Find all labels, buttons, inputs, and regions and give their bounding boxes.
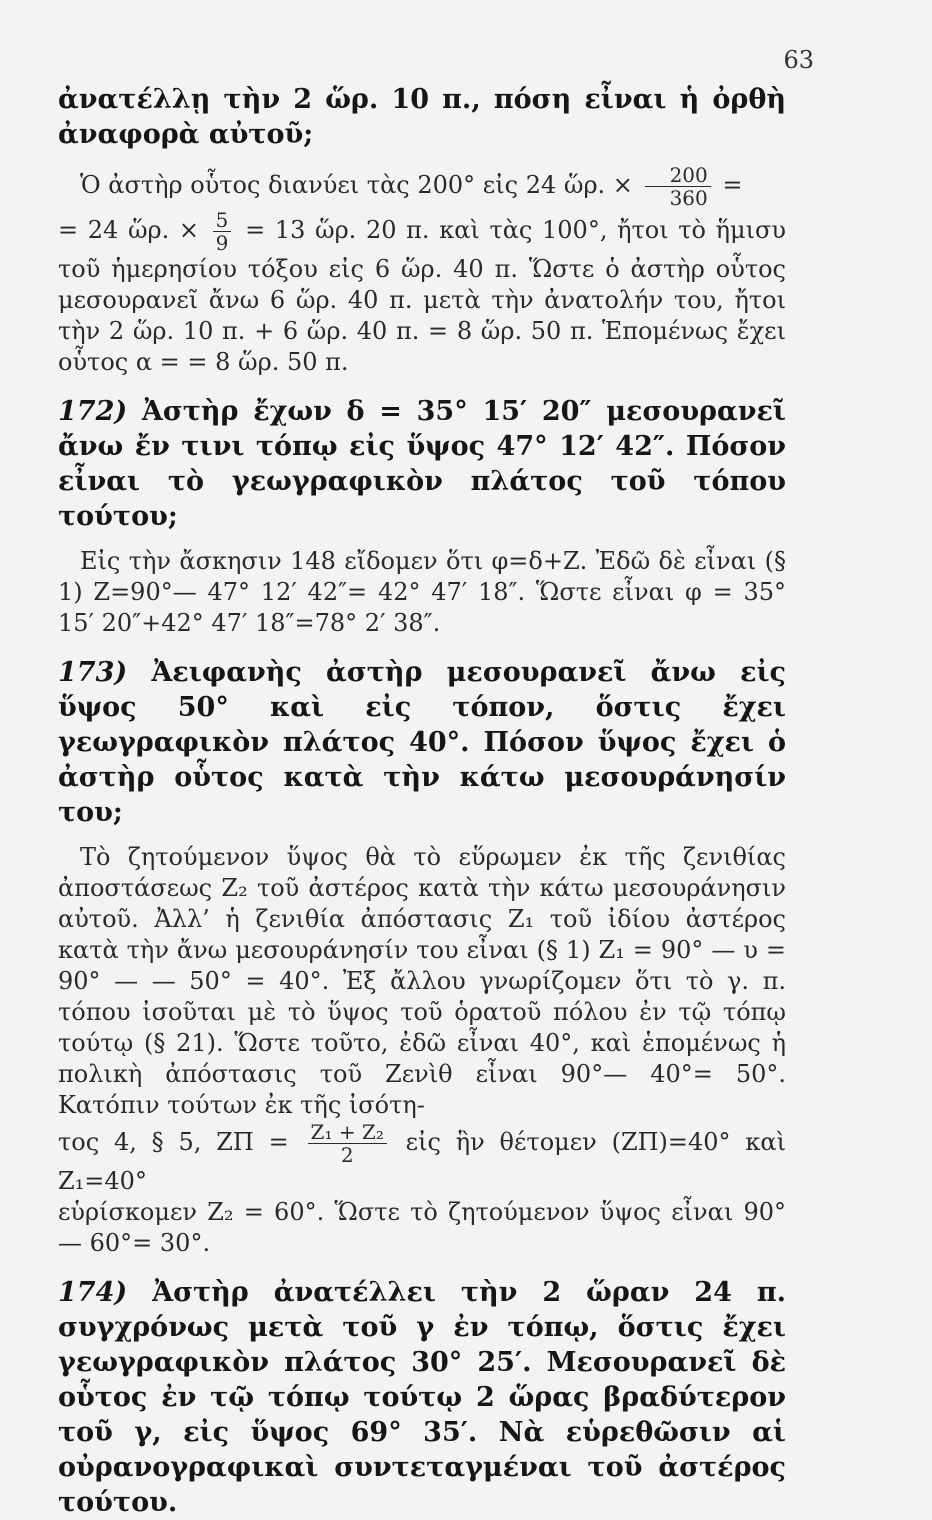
- problem-173-number: 173): [58, 657, 128, 688]
- intro-answer-text1: Ὁ ἀστὴρ οὗτος διανύει τὰς 200° εἰς 24 ὥρ. ×: [80, 171, 633, 199]
- problem-173-question: [58, 655, 786, 830]
- problem-172-number: 172): [58, 396, 128, 427]
- formula-start: τος 4, § 5, ΖΠ =: [58, 1128, 289, 1156]
- page-number: 63: [783, 46, 814, 74]
- page-content: [58, 82, 786, 1520]
- fraction-200-360: [645, 164, 711, 209]
- fraction-denominator: 9: [215, 231, 229, 255]
- problem-173-answer-tail: εὑρίσκομεν Ζ₂ = 60°. Ὥστε τὸ ζητούμενον ὕψος εἶναι 90°— 60°= 30°.: [58, 1198, 786, 1257]
- intro-answer-line2: [58, 209, 786, 378]
- problem-174-text: Ἀστὴρ ἀνατέλλει τὴν 2 ὥραν 24 π. συγχρόνως μετὰ τοῦ γ ἐν τόπῳ, ὅστις ἔχει γεωγραφικὸν πλάτος 30° 25′. Μεσουρανεῖ δὲ οὗτος ἐν τῷ τόπῳ τούτῳ 2 ὥρας βραδύτερον τοῦ γ, εἰς ὕψος 69° 35′. Νὰ εὑρεθῶσιν αἱ οὐρανογραφικαὶ συντεταγμέναι τοῦ ἀστέρος τούτου.: [58, 1277, 787, 1518]
- fraction-numerator: 200: [645, 164, 711, 187]
- fraction-numerator: 5: [213, 209, 232, 232]
- formula-end: εἰς ἣν θέτομεν (ΖΠ)=40° καὶ Ζ₁=40°: [58, 1128, 786, 1195]
- problem-174-number: 174): [58, 1277, 128, 1308]
- fraction-z1-z2-over-2: [308, 1121, 387, 1166]
- intro-answer-line1: [58, 164, 786, 209]
- fraction-denominator: 360: [669, 186, 708, 210]
- fraction-numerator: Ζ₁ + Ζ₂: [308, 1121, 387, 1144]
- problem-173-text: Ἀειφανὴς ἀστὴρ μεσουρανεῖ ἄνω εἰς ὕψος 50° καὶ εἰς τόπον, ὅστις ἔχει γεωγραφικὸν πλάτος 40°. Πόσον ὕψος ἔχει ὁ ἀστὴρ οὗτος κατὰ τὴν κάτω μεσουράνησίν του;: [58, 657, 786, 828]
- question-continuation: ἀνατέλλῃ τὴν 2 ὥρ. 10 π., πόση εἶναι ἡ ὀρθὴ ἀναφορὰ αὐτοῦ;: [58, 84, 786, 150]
- problem-173-formula-line: [58, 1121, 786, 1197]
- intro-answer-eq: =: [722, 171, 743, 199]
- problem-174-question: [58, 1275, 786, 1520]
- fraction-5-9: [213, 209, 232, 254]
- problem-172-answer: Εἰς τὴν ἄσκησιν 148 εἴδομεν ὅτι φ=δ+Ζ. Ἐδῶ δὲ εἶναι (§ 1) Ζ=90°— 47° 12′ 42″= 42° 47′ 18″. Ὥστε εἶναι φ = 35° 15′ 20″+42° 47′ 18″=78° 2′ 38″.: [58, 547, 786, 637]
- intro-answer-text2: = 24 ὥρ. ×: [58, 216, 200, 244]
- problem-172-question: [58, 394, 786, 534]
- intro-answer-rest: = 13 ὥρ. 20 π. καὶ τὰς 100°, ἤτοι τὸ ἥμισυ τοῦ ἡμερησίου τόξου εἰς 6 ὥρ. 40 π. Ὥστε ὁ ἀστὴρ οὗτος μεσουρανεῖ ἄνω 6 ὥρ. 40 π. μετὰ τὴν ἀνατολήν του, ἤτοι τὴν 2 ὥρ. 10 π. + 6 ὥρ. 40 π. = 8 ὥρ. 50 π. Ἑπομένως ἔχει οὗτος α = = 8 ὥρ. 50 π.: [58, 216, 786, 376]
- problem-173-answer: Τὸ ζητούμενον ὕψος θὰ τὸ εὕρωμεν ἐκ τῆς ζενιθίας ἀποστάσεως Ζ₂ τοῦ ἀστέρος κατὰ τὴν κάτω μεσουράνησιν αὐτοῦ. Ἀλλ’ ἡ ζενιθία ἀπόστασις Ζ₁ τοῦ ἰδίου ἀστέρος κατὰ τὴν ἄνω μεσουράνησίν του εἶναι (§ 1) Ζ₁ = 90° — υ = 90° — — 50° = 40°. Ἐξ ἄλλου γνωρίζομεν ὅτι τὸ γ. π. τόπου ἰσοῦται μὲ τὸ ὕψος τοῦ ὁρατοῦ πόλου ἐν τῷ τόπῳ τούτῳ (§ 21). Ὥστε τοῦτο, ἐδῶ εἶναι 40°, καὶ ἑπομένως ἡ πολικὴ ἀπόστασις τοῦ Ζενὶθ εἶναι 90°— 40°= 50°. Κατόπιν τούτων ἐκ τῆς ἰσότη-: [58, 843, 786, 1119]
- problem-172-text: Ἀστὴρ ἔχων δ = 35° 15′ 20″ μεσουρανεῖ ἄνω ἔν τινι τόπῳ εἰς ὕψος 47° 12′ 42″. Πόσον εἶναι τὸ γεωγραφικὸν πλάτος τοῦ τόπου τούτου;: [58, 396, 786, 532]
- fraction-denominator: 2: [340, 1143, 354, 1167]
